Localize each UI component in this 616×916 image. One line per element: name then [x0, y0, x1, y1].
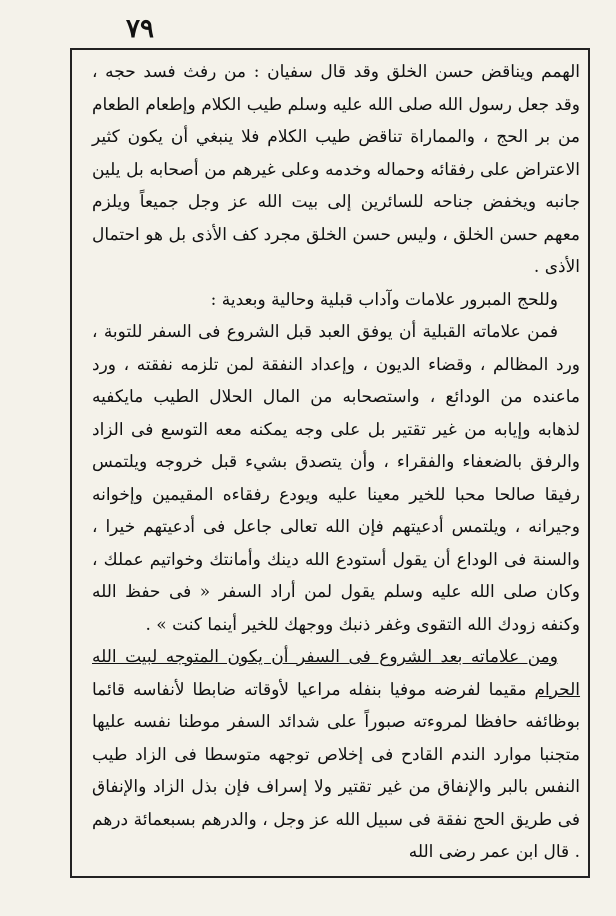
text-line: وإيابه من غير تقتير بل على وجه يمكنه معه التوسع فى الزاد والرفق [92, 419, 580, 472]
text-line: وللحج المبرور علامات وآداب قبلية وحالية وبعدية : [210, 289, 558, 310]
text-line: فى سبيل الله عز وجل ، والدرهم بسبعمائة درهم . قال ابن عمر رضى الله [92, 809, 580, 862]
text-line: ماعنده من الودائع ، واستصحابه من المال الحلال الطيب مايكفيه لذهابه [92, 387, 581, 440]
paragraph-4 [92, 641, 580, 869]
text-line: على رفقائه وحماله وخدمه وعلى غيرهم من أصحابه بل يلين جانبه ويخفض [92, 159, 580, 212]
paragraph-2-heading [92, 284, 580, 317]
page-number: ٧٩ [126, 14, 154, 44]
text-line: لمروءته صبوراً على شدائد السفر موطنا نفسه عليها متجنبا موارد الندم [92, 712, 580, 765]
paragraph-3 [92, 316, 580, 641]
text-line: عليه وسلم يقول لمن أراد السفر « فى حفظ الله وكنفه زودك الله التقوى [92, 582, 580, 635]
text-line: من غير تقتير ولا إسراف فإن بذل الزاد والإنفاق فى طريق الحج نفقة [92, 777, 580, 830]
paragraph-1 [92, 56, 580, 284]
text-line: القادح فى إخلاص توجهه متوسطا فى الزاد طيب النفس بالبر والإنفاق [92, 744, 580, 797]
page-body [92, 56, 580, 869]
text-line: صالحا محبا للخير معينا عليه ويودع رفقاءه المقيمين وإخوانه وجيرانه ، [92, 484, 581, 537]
text-line: وغفر ذنبك ووجهك للخير أينما كنت » . [145, 614, 411, 635]
text-line: الهمم ويناقض حسن الخلق وقد قال سفيان : من رفث فسد حجه ، وقد [92, 62, 580, 115]
text-line: بالضعفاء والفقراء ، وأن يتصدق بشيء قبل خروجه ويلتمس رفيقا [92, 452, 580, 505]
text-line: ومن علاماته بعد الشروع فى السفر أن يكون المتوجه لبيت الله الحرام [92, 647, 581, 700]
text-line: مقيما لفرضه موفيا بنفله مراعيا لأوقاته ضابطا لأنفاسه قائما بوظائفه حافظا [92, 679, 580, 732]
text-line: وليس حسن الخلق مجرد كف الأذى بل هو احتمال الأذى . [92, 224, 580, 277]
text-line: الحج ، والمماراة تناقض طيب الكلام فلا ينبغي أن يكون كثير الاعتراض [92, 127, 580, 180]
text-line: ورد المظالم ، وقضاء الديون ، وإعداد النفقة لمن تلزمه نفقته ، ورد [92, 354, 580, 375]
text-line: فمن علاماته القبلية أن يوفق العبد قبل الشروع فى السفر للتوبة ، [92, 322, 558, 342]
text-line: ويلتمس أدعيتهم فإن الله تعالى جاعل فى أدعيتهم خيرا ، والسنة فى الوداع [92, 517, 581, 570]
text-line: أن يقول أستودع الله دينك وأمانتك وخواتيم عملك ، وكان صلى الله [92, 549, 580, 602]
text-line: جناحه للسائرين إلى بيت الله عز وجل جميعاً ويلزم معهم حسن الخلق ، [92, 192, 581, 245]
text-line: جعل رسول الله صلى الله عليه وسلم طيب الكلام وإطعام الطعام من بر [92, 94, 580, 147]
